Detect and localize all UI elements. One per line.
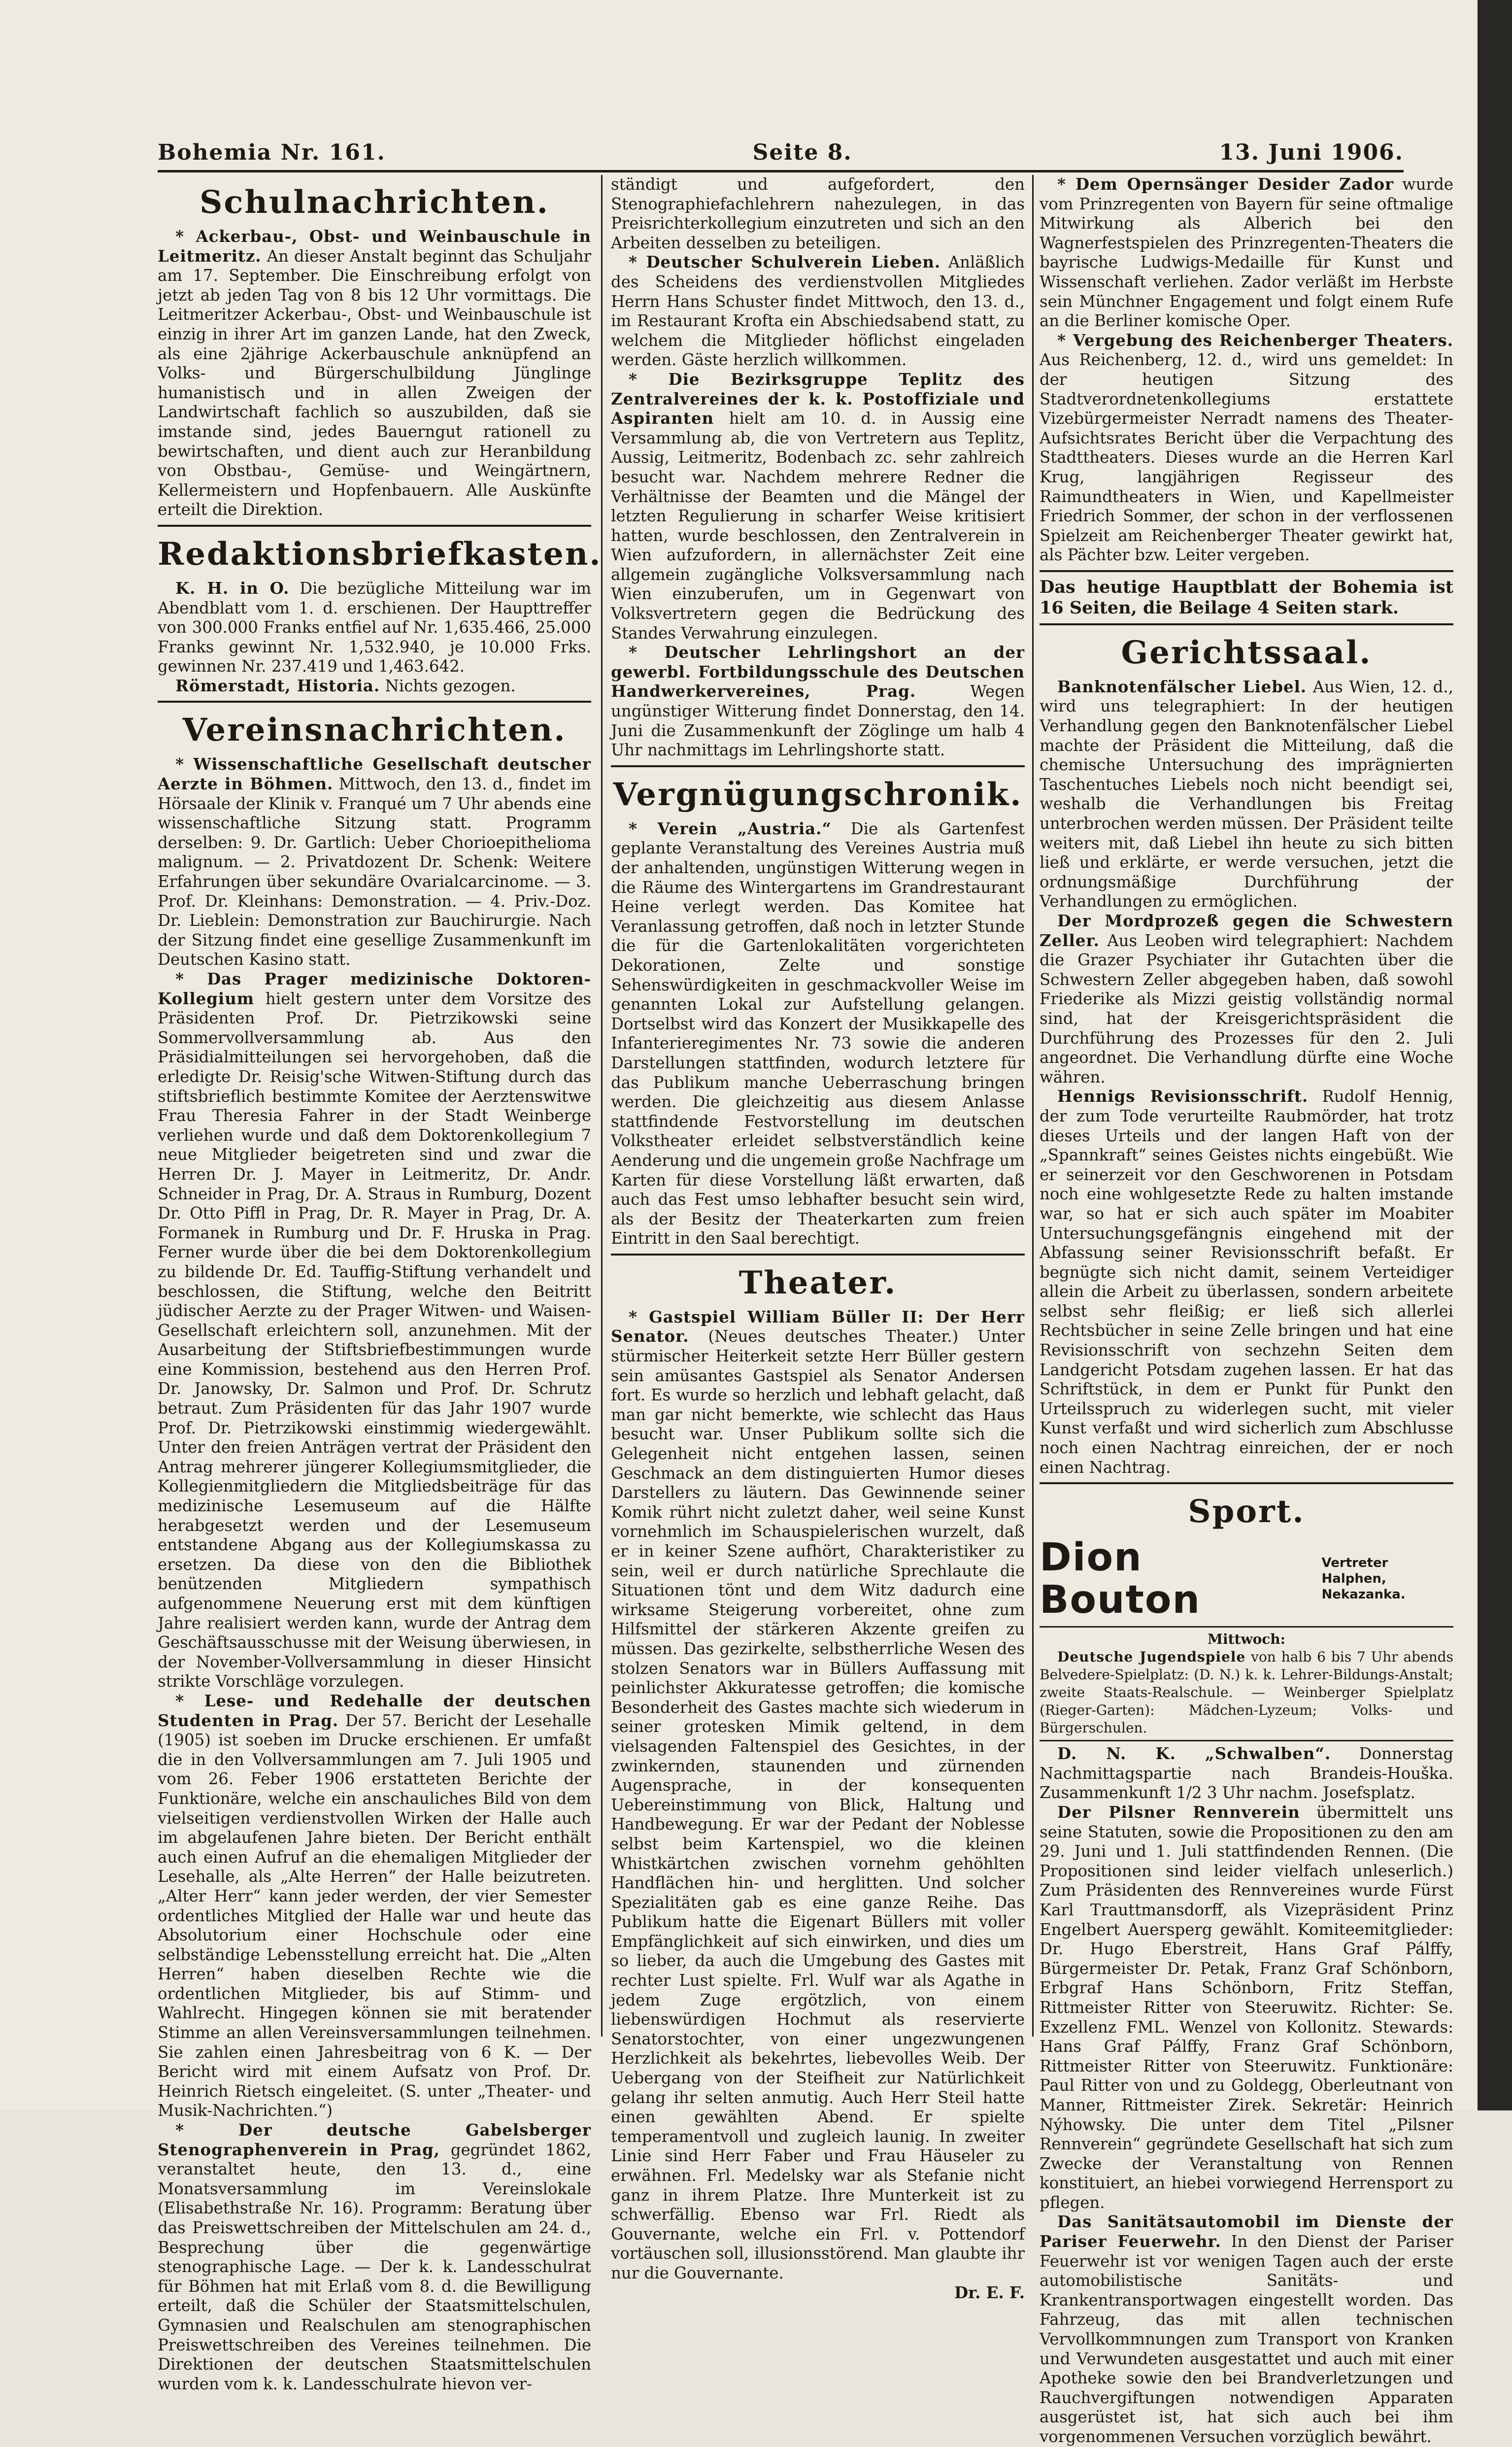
article-body: Aus Reichenberg, 12. d., wird uns gemeldet: In der heutigen Sitzung des Stadtverordnetenkollegiums erstattete Vizebürgermeister Nerradt namens des Theater-Aufsichtsrates Bericht über die Verpachtung des Stadttheaters. Dieses wurde an die Herren Karl Krug, langjährigen Regisseur des Raimundtheaters in Wien, und Kapellmeister Friedrich Sommer, der schon in der verflossenen Spielzeit am Reichenberger Theater gewirkt hat, als Pächter bzw. Leiter vergeben. [1040,350,1453,565]
article [158,677,591,696]
section-divider [1040,1482,1453,1484]
dion-bouton-advertisement [1040,1536,1453,1621]
section-title-schulnachrichten: Schulnachrichten. [200,184,549,221]
article-lead: * Ackerbau-, Obst- und Weinbauschule in Leitmeritz. [158,227,591,266]
article-signature: Dr. E. F. [954,2283,1025,2302]
page-count-notice: Das heutige Hauptblatt der Bohemia ist 16 Seiten, die Beilage 4 Seiten stark. [1040,577,1453,618]
article [1040,2212,1453,2447]
article [1040,678,1453,912]
article [1040,912,1453,1087]
section-title-redaktionsbriefkasten: Redaktionsbriefkasten. [158,535,602,573]
header-page-number: Seite 8. [752,140,852,165]
section-title-sport: Sport. [1188,1493,1305,1530]
schedule-day: Mittwoch: [1207,1631,1286,1648]
article [611,819,1025,1249]
article-body: Rudolf Hennig, der zum Tode verurteilte Raubmörder, hat trotz dieses Urteils und der langen Haft von der „Spannkraft“ seines Geistes nichts eingebüßt. Wie er seinerzeit vor den Geschworenen in Potsdam noch eine wohlgesetzte Rede zu halten imstande war, so hat er sich auch später im Moabiter Untersuchungsgefängnis eingehend mit der Abfassung seiner Revisionsschrift befaßt. Er begnügte sich nicht damit, seinem Verteidiger allein die Arbeit zu überlassen, sondern arbeitete selbst sehr fleißig; er ließ sich allerlei Rechtsbücher in seine Zelle bringen und hat eine Revisionsschrift von sechzehn Seiten dem Landgericht Potsdam zugehen lassen. Er hat das Schriftstück, in dem er Punkt für Punkt den Urteilsspruch zu widerlegen sucht, mit vieler Kunst verfaßt und wird sicherlich zum Abschlusse noch einen Nachtrag einreichen, der er noch einen Nachtrag. [1040,1087,1454,1477]
header-publication: Bohemia Nr. 161. [158,140,386,165]
article-lead: * Gastspiel William Büller II: Der Herr Senator. [611,1307,1025,1346]
article [1040,331,1453,565]
article-lead: Der Mordprozeß gegen die Schwestern Zeller. [1040,912,1453,950]
article-lead: * Dem Opernsänger Desider Zador [1057,175,1394,194]
article-body: hielt gestern unter dem Vorsitze des Präsidenten Prof. Dr. Pietrzikowski seine Sommervollversammlung ab. Aus den Präsidialmitteilungen sei hervorgehoben, daß die erledigte Dr. Reisig'sche Witwen-Stiftung durch das stiftsbrieflich bestimmte Komitee der Aerztenswitwe Frau Theresia Fahrer in der Stadt Weinberge verliehen wurde und daß dem Doktorenkollegium 7 neue Mitglieder beigetreten sind und zwar die Herren Dr. J. Mayer in Leitmeritz, Dr. Andr. Schneider in Prag, Dr. A. Straus in Rumburg, Dozent Dr. Otto Piffl in Prag, Dr. R. Mayer in Prag, Dr. A. Formanek in Rumburg und Dr. F. Hruska in Prag. Ferner wurde über die bei dem Doktorenkollegium zu bildende Dr. Ed. Tauffig-Stiftung verhandelt und beschlossen, die Stiftung, welche den Beitritt jüdischer Aerzte zu der Prager Witwen- und Waisen-Gesellschaft erleichtern soll, anzunehmen. Mit der Ausarbeitung der Stiftsbriefbestimmungen wurde eine Kommission, bestehend aus den Herren Prof. Dr. Janowsky, Dr. Salmon und Prof. Dr. Schrutz betraut. Zum Präsidenten für das Jahr 1907 wurde Prof. Dr. Pietrzikowski einstimmig wiedergewählt. Unter den freien Anträgen vertrat der Präsident den Antrag mehrerer jüngerer Kollegiumsmitglieder, die Kollegienmitgliedern die Mitgliedsbeiträge für das medizinische Lesemuseum auf die Hälfte herabgesetzt werden und der Lesemuseum entstandene Abgang aus der Kollegiumskassa zu ersetzen. Da diese von den die Bibliothek benützenden Mitgliedern sympathisch aufgenommene Neuerung erst mit dem künftigen Jahre realisiert werden kann, wurde der Antrag dem Geschäftsausschusse mit der Weisung überwiesen, in der November-Vollversammlung in dieser Hinsicht strikte Vorschläge vorzulegen. [158,989,591,1691]
article [158,755,591,970]
article-lead: * Deutscher Schulverein Lieben. [629,253,941,272]
article-body: Nichts gezogen. [385,676,516,695]
article-lead: D. N. K. „Schwalben“. [1057,1744,1331,1764]
article [158,579,591,677]
book-binding [1478,0,1512,2110]
article-body: übermittelt uns seine Statuten, sowie die Propositionen zu den am 29. Juni und 1. Juli stattfindenden Rennen. (Die Propositionen sind leider vielfach unleserlich.) Zum Präsidenten des Rennvereines wurde Fürst Karl Trauttmansdorff, als Vizepräsident Prinz Engelbert Auersperg gewählt. Komiteemitglieder: Dr. Hugo Eberstreit, Hans Graf Pálffy, Bürgermeister Dr. Petak, Franz Graf Schönborn, Erbgraf Hans Schönborn, Fritz Steffan, Rittmeister Ritter von Steeruwitz. Richter: Se. Exzellenz FML. Wenzel von Kollonitz. Stewards: Hans Graf Pálffy, Franz Graf Schönborn, Rittmeister Ritter von Steeruwitz. Funktionäre: Paul Ritter von und zu Goldegg, Oberleutnant von Manner, Rittmeister Zirek. Sekretär: Heinrich Nýhowsky. Die unter dem Titel „Pilsner Rennverein“ gegründete Gesellschaft hat sich zum Zwecke der Veranstaltung von Rennen konstituiert, an hiebei vorwiegend Herrensport zu pflegen. [1040,1803,1454,2212]
advertisement-rep-line-1: Vertreter Halphen, [1321,1556,1388,1587]
article-lead: Hennigs Revisionsschrift. [1057,1087,1309,1106]
section-divider [1040,1626,1453,1628]
article-body: Der 57. Bericht der Lesehalle (1905) ist soeben im Drucke erschienen. Er umfaßt die in den Vollversammlungen am 7. Juli 1905 und vom 26. Feber 1906 erstatteten Berichte der Funktionäre, welche ein anschauliches Bild von dem vielseitigen verdienstvollen Wirken der Halle auch im abgelaufenen Jahre bieten. Der Bericht enthält auch einen Aufruf an die ehemaligen Mitglieder der Lesehalle, als „Alte Herren“ der Halle beizutreten. „Alter Herr“ kann jeder werden, der vier Semester ordentliches Mitglied der Halle war und heute das Absolutorium einer Hochschule oder eine selbständige Lebensstellung erreicht hat. Die „Alten Herren“ haben dieselben Rechte wie die ordentlichen Mitglieder, bis auf Stimm- und Wahlrecht. Hingegen können sie mit beratender Stimme an allen Vereinsversammlungen teilnehmen. Sie zahlen einen Jahresbeitrag von 6 K. — Der Bericht wird mit einem Aufsatz von Prof. Dr. Heinrich Rietsch eingeleitet. (S. unter „Theater- und Musik-Nachrichten.“) [158,1711,591,2120]
article-lead: * Verein „Austria.“ [629,819,832,838]
article [1040,1087,1453,1477]
article [1040,1648,1453,1737]
article [611,1308,1025,2283]
section-divider [1040,1740,1453,1741]
article [158,970,591,1692]
article-body: An dieser Anstalt beginnt das Schuljahr am 17. September. Die Einschreibung erfolgt von jetzt ab jeden Tag von 8 bis 12 Uhr vormittags. Die Leitmeritzer Ackerbau-, Obst- und Weinbauschule ist einzig in ihrer Art im ganzen Lande, hat den Zweck, als eine 2jährige Ackerbauschule anknüpfend an Volks- und Bürgerschulbildung Jünglinge humanistisch und in allen Zweigen der Landwirtschaft fachlich so auszubilden, daß sie imstande sind, jedes Bauerngut rationell zu bewirtschaften, und dient auch zur Heranbildung von Obstbau-, Gemüse- und Weingärtnern, Kellermeistern und Hopfenbauern. Alle Auskünfte erteilt die Direktion. [158,246,591,519]
article [1040,175,1453,331]
article [1040,1744,1453,1803]
section-title-gerichtssaal: Gerichtssaal. [1121,634,1372,671]
article-lead: * Wissenschaftliche Gesellschaft deutscher Aerzte in Böhmen. [158,755,591,794]
article [611,643,1025,760]
article [158,2121,591,2394]
article-continuation: ständigt und aufgefordert, den Stenographiefachlehrern nahezulegen, in das Preisrichterkollegium einzutreten und sich an den Arbeiten desselben zu beteiligen. [611,175,1025,252]
article [158,227,591,520]
section-divider [158,701,591,703]
article-lead: Der Pilsner Rennverein [1057,1803,1300,1822]
article-lead: * Vergebung des Reichenberger Theaters. [1057,331,1453,350]
column-rule [1032,175,1034,2037]
article-lead: * Der deutsche Gabelsberger Stenographenverein in Prag, [158,2121,591,2159]
section-title-vereinsnachrichten: Vereinsnachrichten. [182,712,567,749]
article-body: Donnerstag Nachmittagspartie nach Brandeis-Houška. Zusammenkunft 1/2 3 Uhr nachm. Josefsplatz. [1040,1744,1454,1802]
article-body: Unter stürmischer Heiterkeit setzte Herr Büller gestern sein amüsantes Gastspiel als Senator Andersen fort. Es wurde so herzlich und lebhaft gelacht, daß man gar nicht bemerkte, wie schlecht das Haus besucht war. Unser Publikum sollte sich die Gelegenheit nicht entgehen lassen, seinen Geschmack an dem distinguierten Humor dieses Darstellers zu läutern. Das Gewinnende seiner Komik rührt nicht zuletzt daher, weil seine Kunst vornehmlich im Schauspielerischen wurzelt, daß er in keiner Szene aufhört, Charakteristiker zu sein, weil er durch natürliche Sprechlaute die Situationen tönt und dem Witz dadurch eine wirksame Steigerung vorbereitet, ohne zum Hilfsmittel der stärkeren Akzente greifen zu müssen. Das gezirkelte, selbstherrliche Wesen des stolzen Senators war in Büllers Auffassung mit peinlichster Akkuratesse getroffen; die komische Besonderheit des Gastes machte sich wiederum in seiner grotesken Mimik geltend, in dem vielsagenden Faltenspiel des Gesichtes, in der zwinkernden, staunenden und zürnenden Augensprache, in der konsequenten Uebereinstimmung von Blick, Haltung und Handbewegung. Er war der Pedant der Noblesse selbst beim Kartenspiel, wo die kleinen Whistkärtchen zwischen vornehm gehöhlten Handflächen hin- und herglitten. Und solcher Spezialitäten gab es eine ganze Reihe. Das Publikum hatte die Eigenart Büllers mit voller Empfänglichkeit auf sich einwirken, und dies um so lieber, da auch die Umgebung des Gastes mit rechter Lust spielte. Frl. Wulf war als Agathe in jedem Zuge ergötzlich, von einem liebenswürdigen Hochmut als reservierte Senatorstochter, von einer ungezwungenen Herzlichkeit als bekehrtes, liebevolles Weib. Der Uebergang von der Steifheit zur Natürlichkeit gelang ihr selten anmutig. Auch Herr Steil hatte einen gewählten Abend. Er spielte temperamentvoll und zugleich launig. In zweiter Linie sind Herr Faber und Frau Häuseler zu erwähnen. Frl. Medelsky war als Stefanie nicht ganz in ihrem Platze. Ihre Munterkeit ist zu schwerfällig. Ebenso war Frl. Riedt als Gouvernante, welche ein Frl. v. Pottendorf vortäuschen soll, illusionsstörend. Man glaubte ihr nur die Gouvernante. [611,1327,1025,2282]
article-body: gegründet 1862, veranstaltet heute, den 13. d., eine Monatsversammlung im Vereinslokale (Elisabethstraße Nr. 16). Programm: Beratung über das Preiswettschreiben der Mittelschulen am 24. d., Besprechung über die gegenwärtige stenographische Lage. — Der k. k. Landesschulrat für Böhmen hat mit Erlaß vom 8. d. die Bewilligung erteilt, daß die Schüler der Staatsmittelschulen, Gymnasien und Realschulen am stenographischen Preiswettschreiben des Vereines teilnehmen. Die Direktionen der deutschen Staatsmittelschulen wurden vom k. k. Landesschulrate hievon ver- [158,2140,591,2393]
section-divider [1040,570,1453,572]
column-1 [158,175,602,2393]
article-body: Aus Wien, 12. d., wird uns telegraphiert: In der heutigen Verhandlung gegen den Banknotenfälscher Liebel machte der Präsident die Mitteilung, daß die chemische Untersuchung des imprägnierten Taschentuches Liebels noch nicht beendigt sei, weshalb die Verhandlungen bis Freitag unterbrochen werden müssen. Der Präsident teilte weiters mit, daß Liebel ihn heute zu sich bitten ließ und erklärte, er werde versuchen, jetzt die ordnungsmäßige Durchführung der Verhandlungen zu ermöglichen. [1040,677,1454,911]
article-body: Wegen ungünstiger Witterung findet Donnerstag, den 14. Juni die Zusammenkunft der Zöglinge um halb 4 Uhr nachmittags im Lehrlingshorte statt. [611,682,1025,760]
header-rule [158,170,1404,172]
article-lead: K. H. in O. [175,578,290,598]
article-body: Die als Gartenfest geplante Veranstaltung des Vereines Austria muß der anhaltenden, ungünstigen Witterung wegen in die Räume des Wintergartens im Grandrestaurant Heine verlegt werden. Das Komitee hat Veranlassung getroffen, daß noch in letzter Stunde die für die Gartenlokalitäten vorgerichteten Dekorationen, Zelte und sonstige Sehenswürdigkeiten in geschmackvoller Weise im genannten Lokal zur Aufstellung gelangen. Dortselbst wird das Konzert der Musikkapelle des Infanterieregimentes Nr. 73 sowie die anderen Darstellungen stattfinden, wodurch letztere für das Publikum manche Ueberraschung bringen werden. Die gleichzeitig aus diesem Anlasse stattfindende Festvorstellung im deutschen Volkstheater erleidet selbstverständlich keine Aenderung und die ungemein große Nachfrage um Karten für diese Vorstellung läßt erwarten, daß auch das Fest umso lebhafter besucht sein wird, als der Besitz der Theaterkarten zum freien Eintritt in den Saal berechtigt. [611,819,1025,1248]
column-2 [611,175,1025,2302]
article-body: Aus Leoben wird telegraphiert: Nachdem die Grazer Psychiater ihr Gutachten über die Schwestern Zeller abgegeben haben, daß sowohl Friederike als Mizzi geistig vollständig normal sind, hat der Kreisgerichtspräsident die Durchführung des Prozesses für den 2. Juli angeordnet. Die Verhandlung dürfte eine Woche währen. [1040,931,1454,1087]
article [611,253,1025,370]
section-divider [1040,623,1453,625]
running-header [158,126,1404,165]
section-title-vergnuegungschronik: Vergnügungschronik. [613,776,1023,813]
article-lead-note: (Neues deutsches Theater.) [708,1327,959,1346]
section-divider [611,1254,1025,1256]
article [158,1692,591,2121]
article-lead: Römerstadt, Historia. [175,676,380,695]
article-body: hielt am 10. d. in Aussig eine Versammlung ab, die von Vertretern aus Teplitz, Aussig, Leitmeritz, Bodenbach zc. sehr zahlreich besucht war. Nachdem mehrere Redner die Verhältnisse der Beamten und die Mängel der letzten Regulierung in scharfer Weise kritisiert hatten, wurde beschlossen, den Zentralverein in Wien aufzufordern, in allernächster Zeit eine allgemein zugängliche Volksversammlung nach Wien einzuberufen, um in Gegenwart von Volksvertretern gegen die Bedrückung des Standes Verwahrung einzulegen. [611,409,1025,643]
article-body: Die bezügliche Mitteilung war im Abendblatt vom 1. d. erschienen. Der Haupttreffer von 300.000 Franks entfiel auf Nr. 1,635.466, 25.000 Franks gewinnt Nr. 1,532.940, je 10.000 Frks. gewinnen Nr. 237.419 und 1,463.642. [158,578,591,676]
article-lead: * Lese- und Redehalle der deutschen Studenten in Prag. [158,1691,591,1730]
article [1040,1803,1453,2212]
column-3 [1040,175,1454,2446]
article-body: Anläßlich des Scheidens des verdienstvollen Mitgliedes Herrn Hans Schuster findet Mittwoch, den 13. d., im Restaurant Krofta ein Abschiedsabend statt, zu welchem die Mitglieder höflichst eingeladen werden. Gäste herzlich willkommen. [611,253,1025,370]
article-body: In den Dienst der Pariser Feuerwehr ist vor wenigen Tagen auch der erste automobilistische Sanitäts- und Krankentransportwagen eingestellt worden. Das Fahrzeug, das mit allen technischen Vervollkommnungen zum Transport von Kranken und Verwundeten ausgestattet und auch mit einer Apotheke sowie den bei Brandverletzungen und Rauchvergiftungen notwendigen Apparaten ausgerüstet ist, hat sich auch bei ihm vorgenommenen Versuchen vorzüglich bewährt. [1040,2232,1453,2446]
article-lead: Banknotenfälscher Liebel. [1057,677,1307,696]
column-rule [601,175,603,2037]
header-date: 13. Juni 1906. [1219,140,1404,165]
article-lead: * Deutscher Lehrlingshort an der gewerbl. Fortbildungsschule des Deutschen Handwerkervereines, Prag. [611,643,1025,701]
article-lead: * Das Prager medizinische Doktoren-Kollegium [158,970,591,1008]
section-divider [611,765,1025,767]
section-title-theater: Theater. [739,1264,897,1301]
advertisement-representative [1322,1555,1453,1602]
section-divider [158,525,591,527]
article-lead: Deutsche Jugendspiele [1057,1649,1246,1665]
advertisement-rep-line-2: Nekazanka. [1321,1587,1406,1602]
article-body: von halb 6 bis 7 Uhr abends Belvedere-Spielplatz: (D. N.) k. k. Lehrer-Bildungs-Anstalt; zweite Staats-Realschule. — Weinberger Spielplatz (Rieger-Garten): Mädchen-Lyzeum; Volks- und Bürgerschulen. [1040,1649,1454,1736]
article-lead: * Die Bezirksgruppe Teplitz des Zentralvereines der k. k. Postoffiziale und Aspiranten [611,370,1025,428]
article-body: wurde vom Prinzregenten von Bayern für seine oftmalige Mitwirkung als Alberich bei den Wagnerfestspielen des Prinzregenten-Theaters die bayrische Ludwigs-Medaille für Kunst und Wissenschaft verliehen. Zador verläßt im Herbste sein Münchner Engagement und folgt einem Rufe an die Berliner komische Oper. [1040,175,1454,331]
article-lead: Das Sanitätsautomobil im Dienste der Pariser Feuerwehr. [1040,2212,1453,2251]
advertisement-brand: Dion Bouton [1040,1535,1201,1623]
article [611,370,1025,643]
article-body: Mittwoch, den 13. d., findet im Hörsaale der Klinik v. Franqué um 7 Uhr abends eine wissenschaftliche Sitzung statt. Programm derselben: 9. Dr. Gartlich: Ueber Chorioepithelioma malignum. — 2. Privatdozent Dr. Schenk: Weitere Erfahrungen über sekundäre Ovarialcarcinome. — 3. Prof. Dr. Kleinhans: Demonstration. — 4. Priv.-Doz. Dr. Lieblein: Demonstration zur Bauchirurgie. Nach der Sitzung findet eine gesellige Zusammenkunft im Deutschen Kasino statt. [158,775,592,969]
